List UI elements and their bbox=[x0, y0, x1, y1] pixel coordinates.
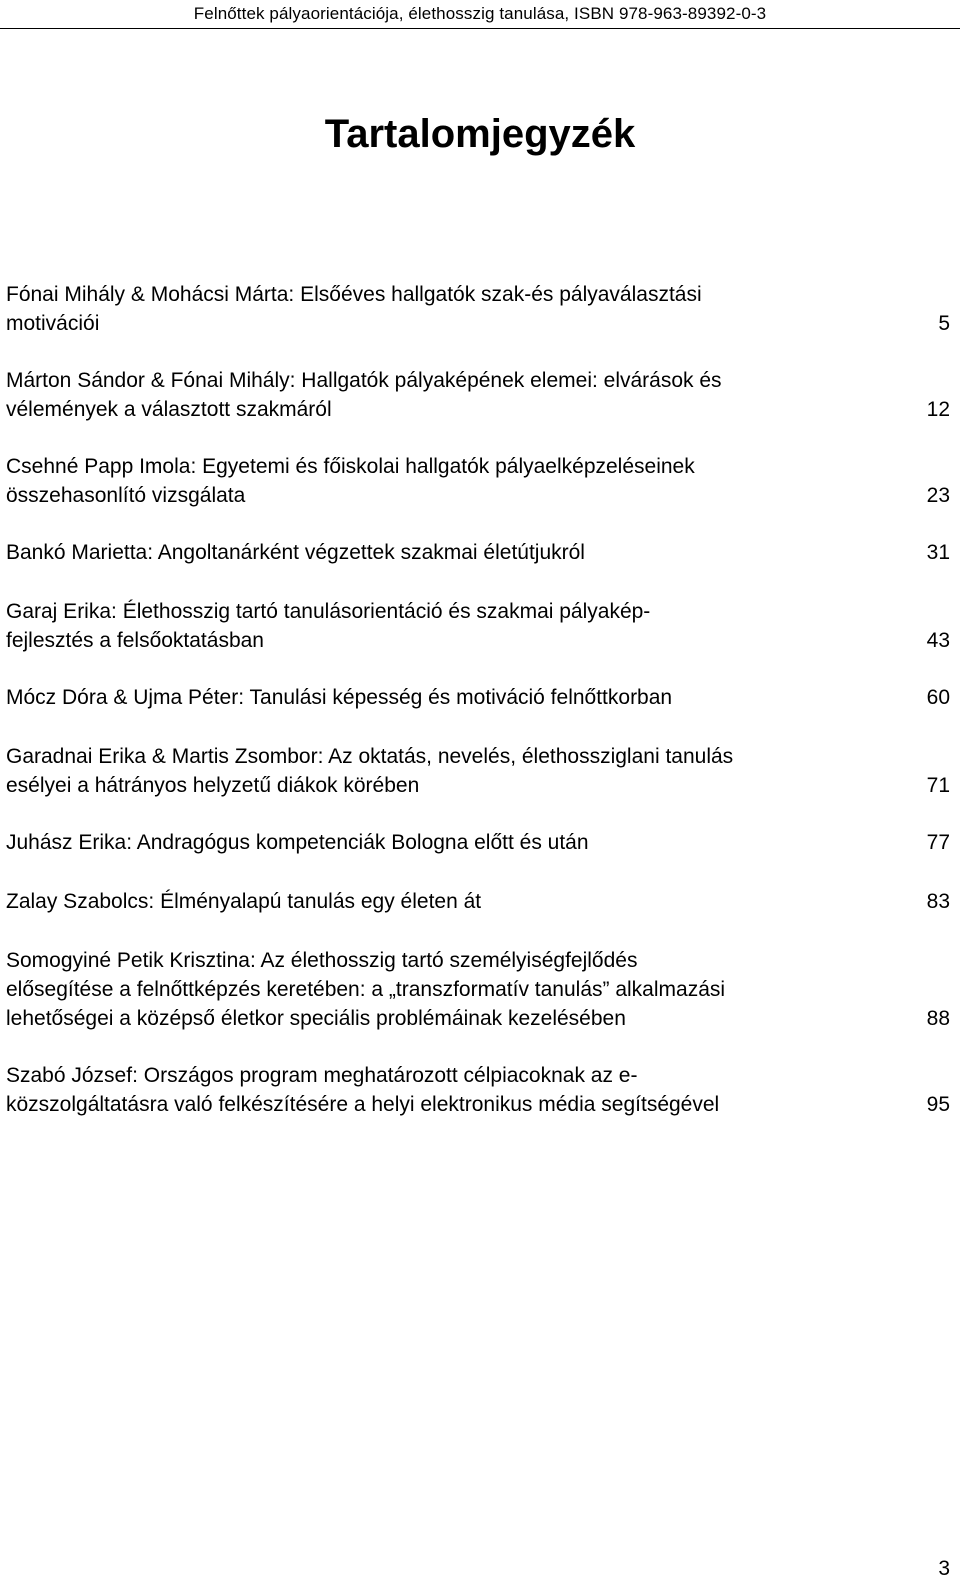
toc-entry-title-line: Bankó Marietta: Angoltanárként végzettek szakmai életútjukról bbox=[6, 541, 585, 564]
toc-entry-page: 77 bbox=[926, 831, 950, 854]
toc-entry-title-line: esélyei a hátrányos helyzetű diákok körében bbox=[6, 774, 420, 797]
page-number: 3 bbox=[938, 1557, 950, 1580]
toc-entry-title-line: Fónai Mihály & Mohácsi Márta: Elsőéves hallgatók szak-és pályaválasztási bbox=[6, 283, 702, 306]
toc-entry[interactable] bbox=[6, 1061, 950, 1119]
toc-entry[interactable] bbox=[6, 887, 950, 916]
toc-entry[interactable] bbox=[6, 683, 950, 712]
toc-entry-page: 83 bbox=[926, 890, 950, 913]
toc-entry[interactable] bbox=[6, 742, 950, 800]
toc-entry-title-line: Mócz Dóra & Ujma Péter: Tanulási képesség és motiváció felnőttkorban bbox=[6, 686, 673, 709]
toc-entry-title-line: Szabó József: Országos program meghatározott célpiacoknak az e- bbox=[6, 1064, 638, 1087]
toc-entry-page: 43 bbox=[926, 629, 950, 652]
toc-entry[interactable] bbox=[6, 366, 950, 424]
toc-entry[interactable] bbox=[6, 946, 950, 1033]
toc-entry-page: 88 bbox=[926, 1007, 950, 1030]
toc-entry-title-line: Juhász Erika: Andragógus kompetenciák Bologna előtt és után bbox=[6, 831, 589, 854]
toc-entry-title-line: összehasonlító vizsgálata bbox=[6, 484, 246, 507]
toc-entry-page: 5 bbox=[938, 312, 950, 335]
toc-entry-title-line: közszolgáltatásra való felkészítésére a helyi elektronikus média segítségével bbox=[6, 1093, 720, 1116]
toc-entry-page: 95 bbox=[926, 1093, 950, 1116]
toc-entry-title-line: Csehné Papp Imola: Egyetemi és főiskolai hallgatók pályaelképzeléseinek bbox=[6, 455, 695, 478]
toc-entry-title-line: fejlesztés a felsőoktatásban bbox=[6, 629, 264, 652]
header-rule bbox=[0, 28, 960, 29]
toc-entry[interactable] bbox=[6, 452, 950, 510]
toc-entry-page: 23 bbox=[926, 484, 950, 507]
toc-entry-title-line: vélemények a választott szakmáról bbox=[6, 398, 332, 421]
running-header: Felnőttek pályaorientációja, élethosszig tanulása, ISBN 978-963-89392-0-3 bbox=[193, 4, 767, 23]
toc-entry-page: 71 bbox=[926, 774, 950, 797]
toc-entry-title-line: Somogyiné Petik Krisztina: Az élethosszig tartó személyiségfejlődés bbox=[6, 949, 638, 972]
toc-entry-title-line: Garaj Erika: Élethosszig tartó tanulásorientáció és szakmai pályakép- bbox=[6, 600, 651, 623]
toc-entry-title-line: lehetőségei a középső életkor speciális problémáinak kezelésében bbox=[6, 1007, 626, 1030]
toc-entry-page: 12 bbox=[926, 398, 950, 421]
toc-entry[interactable] bbox=[6, 280, 950, 338]
toc-entry-title-line: Márton Sándor & Fónai Mihály: Hallgatók pályaképének elemei: elvárások és bbox=[6, 369, 722, 392]
toc-entry-title-line: elősegítése a felnőttképzés keretében: a „transzformatív tanulás” alkalmazási bbox=[6, 978, 726, 1001]
toc-entry-title-line: motivációi bbox=[6, 312, 100, 335]
toc-entry[interactable] bbox=[6, 828, 950, 857]
toc-entry-title-line: Garadnai Erika & Martis Zsombor: Az oktatás, nevelés, élethossziglani tanulás bbox=[6, 745, 734, 768]
table-of-contents bbox=[6, 280, 950, 1147]
page-title: Tartalomjegyzék bbox=[324, 112, 636, 156]
toc-entry[interactable] bbox=[6, 597, 950, 655]
toc-entry[interactable] bbox=[6, 538, 950, 567]
toc-entry-page: 31 bbox=[926, 541, 950, 564]
toc-entry-page: 60 bbox=[926, 686, 950, 709]
toc-entry-title-line: Zalay Szabolcs: Élményalapú tanulás egy életen át bbox=[6, 890, 482, 913]
